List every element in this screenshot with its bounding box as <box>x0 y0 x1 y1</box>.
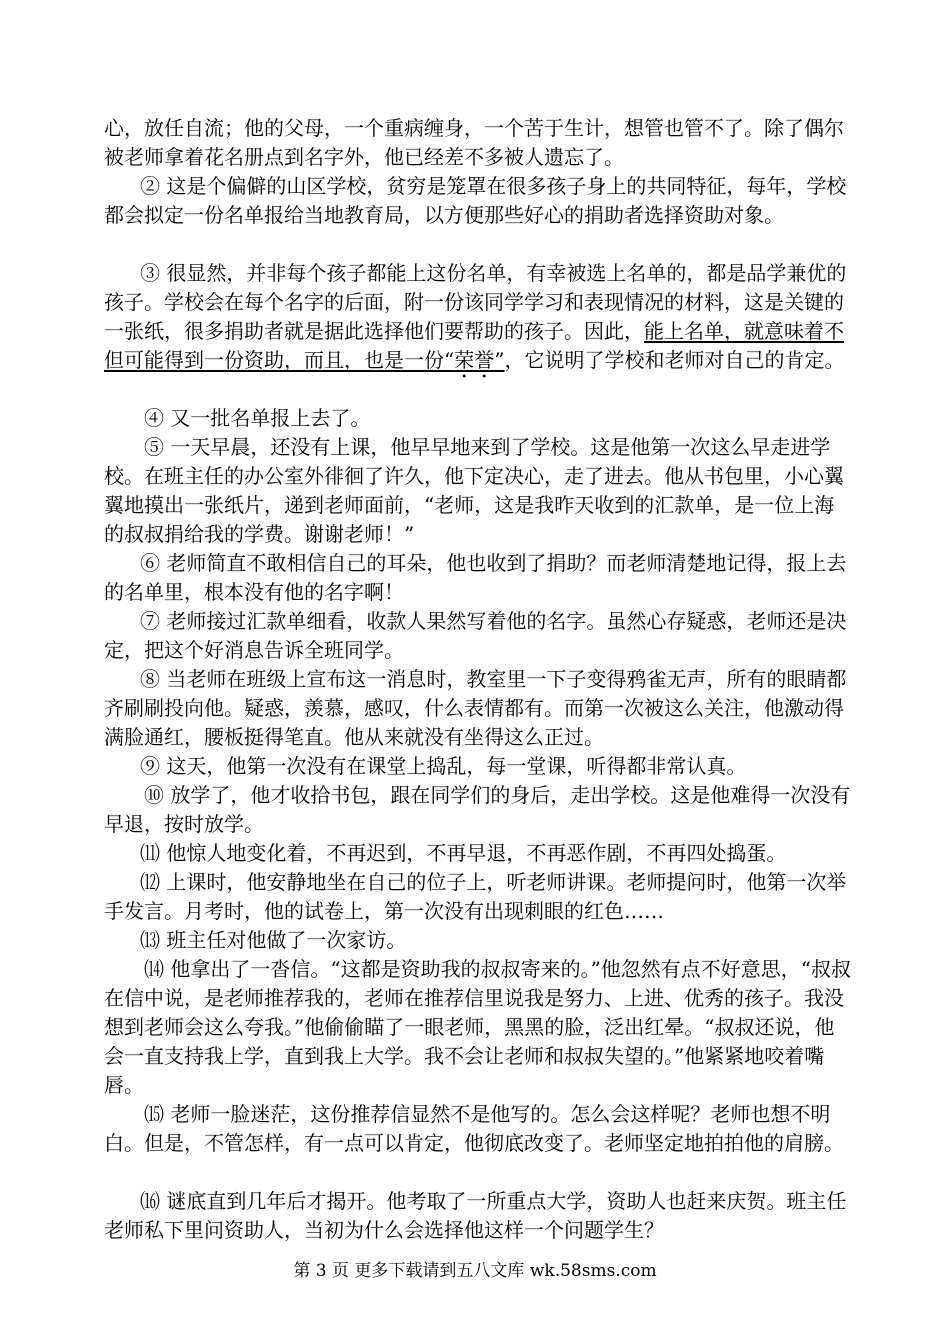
paragraph-16: ⒃ 谜底直到几年后才揭开。他考取了一所重点大学，资助人也赶来庆贺。班主任老师私下里问资助人，当初为什么会选择他这样一个问题学生？ <box>104 1189 847 1242</box>
paragraph-7: ⑦ 老师接过汇款单细看，收款人果然写着他的名字。虽然心存疑惑，老师还是决定，把这个好消息告诉全班同学。 <box>104 609 847 662</box>
emphasized-word: 荣誉 <box>454 348 495 372</box>
underlined-sentence-part-b: ” <box>494 348 505 372</box>
paragraph-1-continuation: 心，放任自流；他的父母，一个重病缠身，一个苦于生计，想管也管不了。除了偶尔被老师拿着花名册点到名字外，他已经差不多被人遗忘了。 <box>104 116 844 169</box>
paragraph-9: ⑨ 这天，他第一次没有在课堂上捣乱，每一堂课，听得都非常认真。 <box>140 754 747 778</box>
paragraph-15: ⒂ 老师一脸迷茫，这份推荐信显然不是他写的。怎么会这样呢？老师也想不明白。但是，不管怎样，有一点可以肯定，他彻底改变了。老师坚定地拍拍他的肩膀。 <box>104 1102 844 1155</box>
paragraph-6: ⑥ 老师简直不敢相信自己的耳朵，他也收到了捐助？而老师清楚地记得，报上去的名单里，根本没有他的名字啊！ <box>104 551 847 604</box>
paragraph-11: ⑾ 他惊人地变化着，不再迟到，不再早退，不再恶作剧，不再四处捣蛋。 <box>140 841 787 865</box>
paragraph-5: ⑤ 一天早晨，还没有上课，他早早地来到了学校。这是他第一次这么早走进学校。在班主任的办公室外徘徊了许久，他下定决心，走了进去。他从书包里，小心翼翼地摸出一张纸片，递到老师面前，“老师，这是我昨天收到的汇款单，是一位上海的叔叔捐给我的学费。谢谢老师！” <box>104 435 844 546</box>
page-footer: 第 3 页 更多下载请到五八文库 wk.58sms.com <box>293 1261 657 1281</box>
paragraph-8: ⑧ 当老师在班级上宣布这一消息时，教室里一下子变得鸦雀无声，所有的眼睛都齐刷刷投向他。疑惑，羡慕，感叹，什么表情都有。而第一次被这么关注，他激动得满脸通红，腰板挺得笔直。他从来就没有坐得这么正过。 <box>104 667 847 749</box>
underlined-sentence-part-a: 能上名单，就意味着不但可能得到一份资助，而且，也是一份“ <box>104 319 844 372</box>
paragraph-13: ⒀ 班主任对他做了一次家访。 <box>140 928 407 952</box>
paragraph-12: ⑿ 上课时，他安静地坐在自己的位子上，听老师讲课。老师提问时，他第一次举手发言。月考时，他的试卷上，第一次没有出现刺眼的红色…… <box>104 870 847 923</box>
paragraph-4: ④ 又一批名单报上去了。 <box>144 406 371 430</box>
paragraph-3 <box>104 259 854 383</box>
paragraph-14: ⒁ 他拿出了一沓信。“这都是资助我的叔叔寄来的。”他忽然有点不好意思，“叔叔在信中说，是老师推荐我的，老师在推荐信里说我是努力、上进、优秀的孩子。我没想到老师会这么夸我。”他偷偷瞄了一眼老师，黑黑的脸，泛出红晕。“叔叔还说，他会一直支持我上学，直到我上大学。我不会让老师和叔叔失望的。”他紧紧地咬着嘴唇。 <box>104 957 852 1097</box>
paragraph-3-lead: ③ 很显然，并非每个孩子都能上这份名单，有幸被选上名单的，都是品学兼优的孩子。学校会在每个名字的后面，附一份该同学学习和表现情况的材料，这是关键的一张纸，很多捐助者就是据此选择他们要帮助的孩子。因此， <box>104 261 847 343</box>
paragraph-10: ⑩ 放学了，他才收拾书包，跟在同学们的身后，走出学校。这是他难得一次没有早退，按时放学。 <box>104 783 851 836</box>
paragraph-3-tail: ，它说明了学校和老师对自己的肯定。 <box>504 348 845 372</box>
paragraph-2: ② 这是个偏僻的山区学校，贫穷是笼罩在很多孩子身上的共同特征，每年，学校都会拟定一份名单报给当地教育局，以方便那些好心的捐助者选择资助对象。 <box>104 174 847 227</box>
